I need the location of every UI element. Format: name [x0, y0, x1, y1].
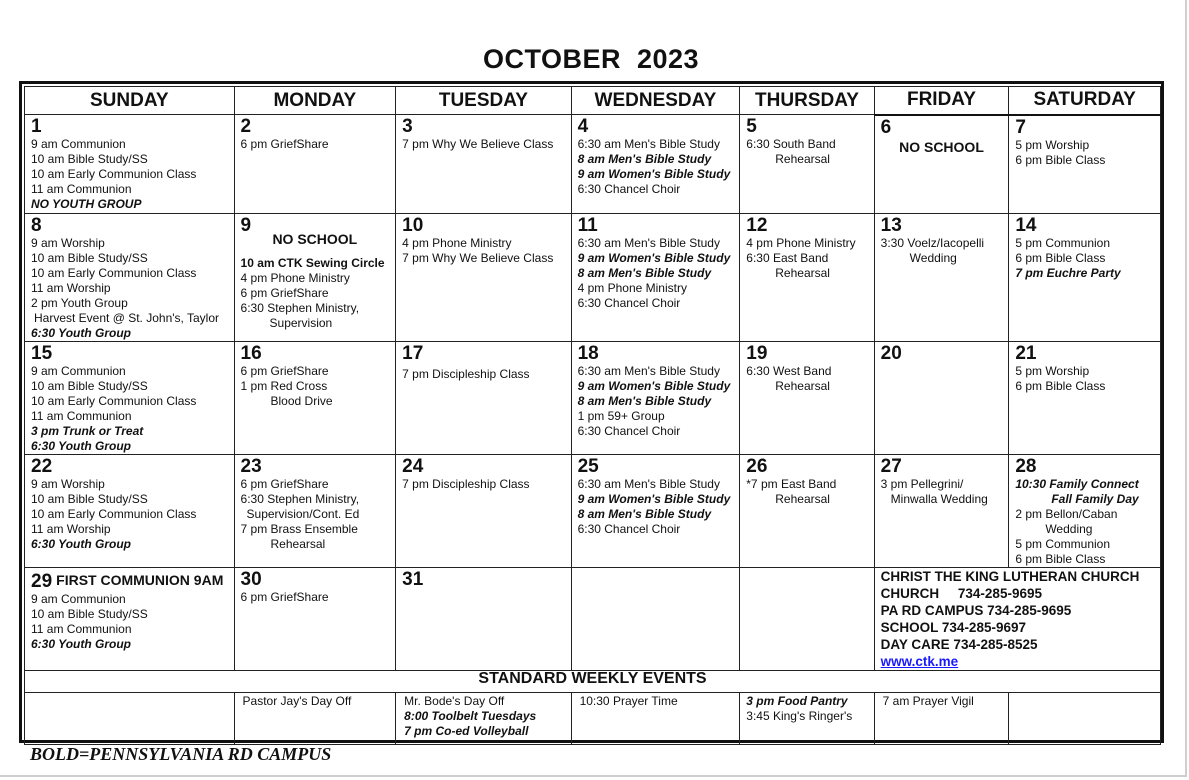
day-number: 2	[240, 116, 252, 137]
day-number: 1	[31, 116, 42, 137]
event: 11 am Communion	[31, 622, 132, 636]
event: 9 am Women's Bible Study	[577, 167, 731, 181]
event: 9 am Communion	[31, 364, 126, 378]
event: 8 am Men's Bible Study	[577, 507, 712, 521]
event: 6:30 Stephen Ministry,	[240, 492, 360, 506]
day-number: 24	[402, 456, 424, 477]
empty-cell	[740, 568, 874, 671]
day-cell-1[interactable]	[25, 115, 235, 214]
church-phone: CHURCH 734-285-9695	[880, 586, 1042, 601]
day-cell-3[interactable]	[396, 115, 571, 214]
event: NO YOUTH GROUP	[31, 197, 142, 211]
first-communion-headline: FIRST COMMUNION 9AM	[56, 572, 224, 588]
event: 6 pm Bible Class	[1015, 152, 1106, 167]
day-number: 11	[577, 215, 598, 236]
weekday-tuesday: TUESDAY	[396, 87, 571, 115]
event: Minwalla Wedding	[890, 492, 988, 506]
event: 4 pm Phone Ministry	[240, 271, 350, 285]
event: 10 am Early Communion Class	[31, 394, 197, 408]
event: 11 am Communion	[31, 182, 132, 196]
event: 10 am Early Communion Class	[31, 266, 197, 280]
website-link[interactable]: www.ctk.me	[880, 654, 959, 669]
day-number: 18	[577, 343, 599, 364]
event: 6:30 Youth Group	[31, 326, 132, 340]
day-number	[31, 570, 234, 592]
event: 6:30 South Band	[746, 137, 836, 151]
event: 7 am Prayer Vigil	[882, 694, 974, 708]
event: 6:30 am Men's Bible Study	[577, 364, 720, 378]
event: 7 pm Euchre Party	[1015, 266, 1121, 280]
weekday-wednesday: WEDNESDAY	[571, 87, 740, 115]
day-cell-14[interactable]	[1009, 214, 1161, 342]
day-cell-22[interactable]	[25, 455, 235, 568]
event: 3 pm Trunk or Treat	[31, 424, 144, 438]
event: 6:30 Youth Group	[31, 637, 132, 651]
day-cell-21[interactable]	[1009, 342, 1161, 455]
event: 10 am Bible Study/SS	[31, 379, 148, 393]
day-cell-27[interactable]	[874, 455, 1009, 568]
day-cell-9[interactable]	[234, 214, 396, 342]
weekly-events-row	[25, 693, 1161, 745]
event: 10:30 Family Connect	[1015, 477, 1139, 491]
empty-cell	[571, 568, 740, 671]
event: 6:30 am Men's Bible Study	[577, 236, 720, 250]
event: Harvest Event @ St. John's, Taylor	[34, 311, 219, 325]
day-number: 17	[402, 343, 424, 364]
day-number: 6	[880, 116, 892, 138]
event: NO SCHOOL	[899, 138, 984, 155]
day-cell-12[interactable]	[740, 214, 874, 342]
weekday-saturday: SATURDAY	[1009, 87, 1161, 115]
day-cell-4[interactable]	[571, 115, 740, 214]
day-number: 13	[880, 215, 902, 236]
day-number: 28	[1015, 456, 1037, 477]
weekly-friday	[874, 693, 1009, 745]
day-cell-16[interactable]	[234, 342, 396, 455]
event: 2 pm Bellon/Caban	[1015, 507, 1118, 521]
church-info-box	[874, 568, 1160, 671]
day-cell-26[interactable]	[740, 455, 874, 568]
event: 3 pm Pellegrini/	[880, 477, 964, 491]
event: Fall Family Day	[1051, 492, 1139, 506]
day-cell-15[interactable]	[25, 342, 235, 455]
day-cell-24[interactable]	[396, 455, 571, 568]
day-care-phone: DAY CARE 734-285-8525	[880, 637, 1038, 652]
day-cell-5[interactable]	[740, 115, 874, 214]
event: 6:30 East Band	[746, 251, 829, 265]
event: 9 am Women's Bible Study	[577, 379, 731, 393]
weekday-friday: FRIDAY	[874, 87, 1009, 115]
event: 5 pm Worship	[1015, 364, 1090, 378]
day-number: 3	[402, 116, 413, 137]
event: 6 pm GriefShare	[240, 286, 329, 300]
event: 6:30 Chancel Choir	[577, 296, 681, 310]
day-number: 23	[240, 456, 262, 477]
event: 7 pm Brass Ensemble	[240, 522, 358, 536]
day-cell-30[interactable]	[234, 568, 396, 671]
weekly-thursday	[740, 693, 874, 745]
event: 5 pm Communion	[1015, 236, 1111, 250]
event: Blood Drive	[270, 394, 333, 408]
event: 7 pm Why We Believe Class	[402, 137, 554, 151]
event: Rehearsal	[775, 266, 830, 280]
event: Pastor Jay's Day Off	[242, 694, 352, 708]
day-number: 7	[1015, 116, 1026, 138]
day-number: 5	[746, 116, 757, 137]
day-number: 10	[402, 215, 424, 236]
event: 9 am Communion	[31, 592, 126, 606]
event: 1 pm Red Cross	[240, 379, 328, 393]
day-number: 16	[240, 343, 262, 364]
event: 6:30 Youth Group	[31, 537, 132, 551]
event: 11 am Worship	[31, 522, 111, 536]
event: 9 am Women's Bible Study	[577, 492, 731, 506]
event: 6 pm Bible Class	[1015, 251, 1106, 265]
event: 9 am Worship	[31, 236, 105, 250]
day-cell-19[interactable]	[740, 342, 874, 455]
event: 3 pm Food Pantry	[746, 694, 848, 708]
event: 10 am Bible Study/SS	[31, 251, 148, 265]
week-row-4	[25, 455, 1161, 568]
calendar-grid	[24, 86, 1161, 745]
event: 6:30 West Band	[746, 364, 832, 378]
event: Mr. Bode's Day Off	[404, 694, 505, 708]
event: 4 pm Phone Ministry	[402, 236, 512, 250]
day-cell-17[interactable]	[396, 342, 571, 455]
event: 6:30 am Men's Bible Study	[577, 477, 720, 491]
day-cell-20[interactable]	[874, 342, 1009, 455]
event: 6 pm Bible Class	[1015, 379, 1106, 393]
event: NO SCHOOL	[272, 231, 358, 247]
event: 6 pm GriefShare	[240, 590, 329, 604]
event: 10 am Bible Study/SS	[31, 152, 148, 166]
weekday-sunday: SUNDAY	[25, 87, 235, 115]
event: 7 pm Discipleship Class	[402, 367, 530, 381]
event: 6:30 Chancel Choir	[577, 522, 681, 536]
event: 10 am CTK Sewing Circle	[240, 256, 385, 270]
day-number: 25	[577, 456, 599, 477]
event: Rehearsal	[775, 379, 830, 393]
event: 6 pm Bible Class	[1015, 552, 1106, 566]
day-number: 19	[746, 343, 768, 364]
school-phone: SCHOOL 734-285-9697	[880, 620, 1026, 635]
event: 6:30 Chancel Choir	[577, 182, 681, 196]
event: 3:30 Voelz/Iacopelli	[880, 236, 985, 250]
event: *7 pm East Band	[746, 477, 837, 491]
event: 7 pm Why We Believe Class	[402, 251, 554, 265]
event: 6:30 am Men's Bible Study	[577, 137, 720, 151]
weekly-sunday	[25, 693, 235, 745]
day-cell-28[interactable]	[1009, 455, 1161, 568]
day-cell-8[interactable]	[25, 214, 235, 342]
event: 6 pm GriefShare	[240, 477, 329, 491]
event: 4 pm Phone Ministry	[746, 236, 856, 250]
day-cell-31[interactable]	[396, 568, 571, 671]
day-number-value: 29	[31, 571, 53, 592]
event: Supervision/Cont. Ed	[246, 507, 360, 521]
legend-note: BOLD=PENNSYLVANIA RD CAMPUS	[30, 744, 332, 764]
event: 2 pm Youth Group	[31, 296, 128, 310]
event: 6:30 Stephen Ministry,	[240, 301, 360, 315]
day-number: 9	[240, 215, 252, 236]
week-row-5	[25, 568, 1161, 671]
event: 10 am Bible Study/SS	[31, 492, 148, 506]
weekly-saturday	[1009, 693, 1161, 745]
day-number: 8	[31, 215, 42, 236]
day-number: 20	[880, 343, 902, 364]
event: 6:30 Chancel Choir	[577, 424, 681, 438]
weekly-events-heading: STANDARD WEEKLY EVENTS	[25, 671, 1161, 693]
week-row-3	[25, 342, 1161, 455]
day-number: 12	[746, 215, 768, 236]
event: 5 pm Communion	[1015, 537, 1111, 551]
day-cell-23[interactable]	[234, 455, 396, 568]
event: Rehearsal	[775, 492, 830, 506]
day-number: 31	[402, 569, 424, 590]
event: 7 pm Discipleship Class	[402, 477, 530, 491]
event: 6:30 Youth Group	[31, 439, 132, 453]
weekly-tuesday	[396, 693, 571, 745]
day-number: 4	[577, 116, 589, 137]
event: 9 am Women's Bible Study	[577, 251, 731, 265]
day-number: 14	[1015, 215, 1037, 236]
event: 5 pm Worship	[1015, 137, 1090, 152]
event: 6 pm GriefShare	[240, 137, 329, 151]
event: Wedding	[1045, 522, 1093, 536]
event: Wedding	[909, 251, 957, 265]
calendar-frame	[19, 81, 1164, 743]
weekday-monday: MONDAY	[234, 87, 396, 115]
event: 7 pm Co-ed Volleyball	[404, 724, 529, 738]
event: 8:00 Toolbelt Tuesdays	[404, 709, 537, 723]
day-cell-13[interactable]	[874, 214, 1009, 342]
day-cell-11[interactable]	[571, 214, 740, 342]
event: 10 am Early Communion Class	[31, 507, 197, 521]
event: Rehearsal	[270, 537, 326, 551]
day-cell-10[interactable]	[396, 214, 571, 342]
event: 8 am Men's Bible Study	[577, 266, 712, 280]
day-number: 15	[31, 343, 53, 364]
event: 9 am Communion	[31, 137, 126, 151]
weekly-monday	[234, 693, 396, 745]
event: 8 am Men's Bible Study	[577, 152, 712, 166]
day-cell-2[interactable]	[234, 115, 396, 214]
event: 11 am Worship	[31, 281, 111, 295]
day-cell-25[interactable]	[571, 455, 740, 568]
event: 8 am Men's Bible Study	[577, 394, 712, 408]
event: 9 am Worship	[31, 477, 105, 491]
weekday-header-row	[25, 87, 1161, 115]
event: 4 pm Phone Ministry	[577, 281, 687, 295]
week-row-2	[25, 214, 1161, 342]
event: Rehearsal	[775, 152, 830, 166]
event: 6 pm GriefShare	[240, 364, 329, 378]
day-cell-18[interactable]	[571, 342, 740, 455]
event: 3:45 King's Ringer's	[746, 709, 853, 723]
day-cell-29[interactable]	[25, 568, 235, 671]
pa-rd-campus-phone: PA RD CAMPUS 734-285-9695	[880, 603, 1072, 618]
week-row-1	[25, 115, 1161, 214]
day-number: 30	[240, 569, 262, 590]
day-number: 22	[31, 456, 53, 477]
day-cell-6[interactable]	[874, 115, 1009, 214]
church-name: CHRIST THE KING LUTHERAN CHURCH	[880, 569, 1140, 584]
day-cell-7[interactable]	[1009, 115, 1161, 214]
day-number: 27	[880, 456, 902, 477]
event: Supervision	[269, 316, 333, 330]
event: 10 am Bible Study/SS	[31, 607, 148, 621]
weekday-thursday: THURSDAY	[740, 87, 874, 115]
event: 10 am Early Communion Class	[31, 167, 197, 181]
day-number: 21	[1015, 343, 1037, 364]
day-number: 26	[746, 456, 768, 477]
calendar-title: OCTOBER 2023	[482, 44, 700, 74]
event: 1 pm 59+ Group	[577, 409, 665, 423]
weekly-events-heading-row	[25, 671, 1161, 693]
event: 10:30 Prayer Time	[579, 694, 678, 708]
weekly-wednesday	[571, 693, 740, 745]
event: 11 am Communion	[31, 409, 132, 423]
